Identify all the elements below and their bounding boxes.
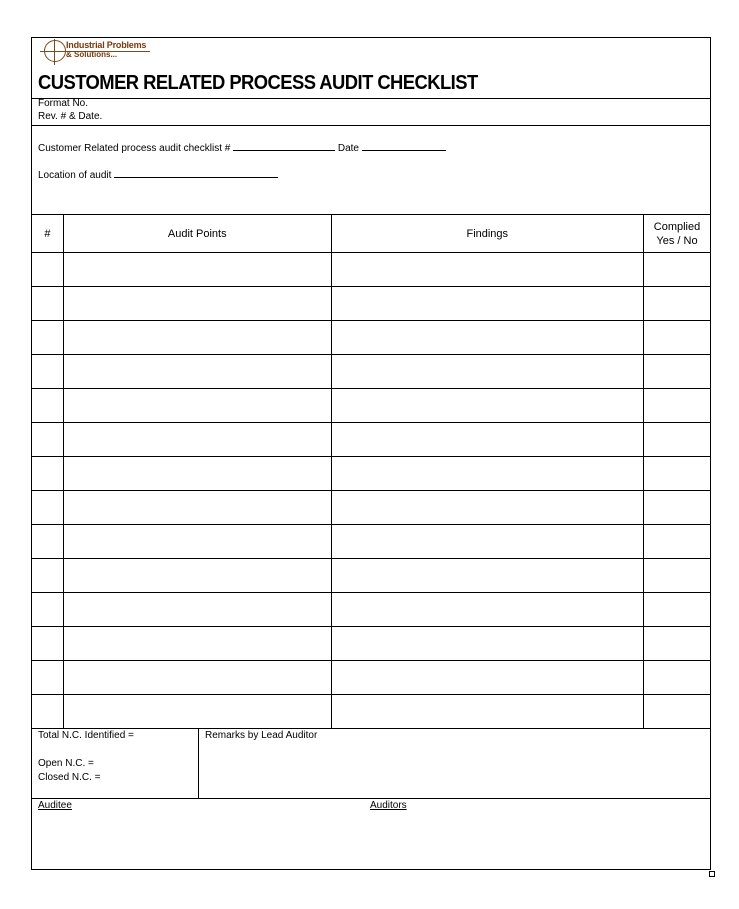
audit-table — [31, 214, 711, 729]
findings-cell[interactable] — [331, 253, 644, 287]
row-number-cell[interactable] — [32, 559, 64, 593]
table-row — [32, 423, 711, 457]
row-number-cell[interactable] — [32, 661, 64, 695]
findings-cell[interactable] — [331, 389, 644, 423]
date-label: Date — [337, 143, 359, 154]
date-field[interactable] — [362, 141, 446, 151]
table-row — [32, 491, 711, 525]
page-title: CUSTOMER RELATED PROCESS AUDIT CHECKLIST — [38, 72, 478, 94]
divider — [31, 798, 711, 799]
header-complied — [644, 215, 711, 253]
table-row — [32, 525, 711, 559]
complied-cell[interactable] — [644, 491, 711, 525]
row-number-cell[interactable] — [32, 457, 64, 491]
checklist-number-label: Customer Related process audit checklist # — [38, 143, 231, 154]
findings-cell[interactable] — [331, 423, 644, 457]
audit-point-cell[interactable] — [63, 559, 331, 593]
header-findings: Findings — [331, 215, 644, 253]
table-row — [32, 457, 711, 491]
table-row — [32, 661, 711, 695]
location-label: Location of audit — [38, 170, 112, 181]
complied-cell[interactable] — [644, 559, 711, 593]
row-number-cell[interactable] — [32, 627, 64, 661]
header-complied-line1: Complied — [653, 220, 701, 233]
findings-cell[interactable] — [331, 593, 644, 627]
location-field[interactable] — [114, 168, 278, 178]
location-row — [38, 168, 278, 181]
divider — [198, 728, 199, 799]
complied-cell[interactable] — [644, 321, 711, 355]
table-row — [32, 253, 711, 287]
row-number-cell[interactable] — [32, 355, 64, 389]
row-number-cell[interactable] — [32, 321, 64, 355]
complied-cell[interactable] — [644, 253, 711, 287]
table-row — [32, 355, 711, 389]
complied-cell[interactable] — [644, 661, 711, 695]
open-nc-label: Open N.C. = — [38, 758, 94, 769]
row-number-cell[interactable] — [32, 423, 64, 457]
findings-cell[interactable] — [331, 355, 644, 389]
audit-point-cell[interactable] — [63, 321, 331, 355]
audit-point-cell[interactable] — [63, 661, 331, 695]
audit-point-cell[interactable] — [63, 627, 331, 661]
complied-cell[interactable] — [644, 389, 711, 423]
table-row — [32, 287, 711, 321]
audit-point-cell[interactable] — [63, 457, 331, 491]
checklist-number-row — [38, 141, 446, 154]
audit-point-cell[interactable] — [63, 389, 331, 423]
findings-cell[interactable] — [331, 525, 644, 559]
logo-line-1: Industrial Problems — [66, 40, 147, 50]
rev-date-label: Rev. # & Date. — [38, 111, 103, 122]
findings-cell[interactable] — [331, 559, 644, 593]
auditee-label: Auditee — [38, 800, 72, 811]
row-number-cell[interactable] — [32, 525, 64, 559]
logo-line-2: & Solutions... — [66, 50, 118, 59]
table-row — [32, 695, 711, 729]
findings-cell[interactable] — [331, 491, 644, 525]
findings-cell[interactable] — [331, 661, 644, 695]
complied-cell[interactable] — [644, 355, 711, 389]
complied-cell[interactable] — [644, 525, 711, 559]
table-row — [32, 559, 711, 593]
header-audit-points: Audit Points — [63, 215, 331, 253]
audit-point-cell[interactable] — [63, 525, 331, 559]
header-complied-line2: Yes / No — [656, 234, 698, 247]
findings-cell[interactable] — [331, 695, 644, 729]
complied-cell[interactable] — [644, 287, 711, 321]
format-no-label: Format No. — [38, 98, 89, 109]
row-number-cell[interactable] — [32, 695, 64, 729]
closed-nc-label: Closed N.C. = — [38, 772, 101, 783]
complied-cell[interactable] — [644, 423, 711, 457]
table-header-row — [32, 215, 711, 253]
divider — [31, 98, 711, 99]
complied-cell[interactable] — [644, 627, 711, 661]
table-row — [32, 321, 711, 355]
audit-point-cell[interactable] — [63, 593, 331, 627]
company-logo — [40, 39, 160, 67]
audit-point-cell[interactable] — [63, 695, 331, 729]
checklist-number-field[interactable] — [233, 141, 335, 151]
findings-cell[interactable] — [331, 321, 644, 355]
row-number-cell[interactable] — [32, 491, 64, 525]
remarks-label: Remarks by Lead Auditor — [205, 730, 318, 741]
table-row — [32, 389, 711, 423]
row-number-cell[interactable] — [32, 253, 64, 287]
divider — [31, 125, 711, 126]
row-number-cell[interactable] — [32, 389, 64, 423]
findings-cell[interactable] — [331, 287, 644, 321]
total-nc-label: Total N.C. Identified = — [38, 730, 134, 741]
complied-cell[interactable] — [644, 695, 711, 729]
complied-cell[interactable] — [644, 593, 711, 627]
audit-point-cell[interactable] — [63, 491, 331, 525]
findings-cell[interactable] — [331, 627, 644, 661]
complied-cell[interactable] — [644, 457, 711, 491]
findings-cell[interactable] — [331, 457, 644, 491]
audit-point-cell[interactable] — [63, 253, 331, 287]
audit-point-cell[interactable] — [63, 423, 331, 457]
audit-point-cell[interactable] — [63, 287, 331, 321]
table-row — [32, 593, 711, 627]
resize-handle[interactable] — [709, 871, 715, 877]
table-row — [32, 627, 711, 661]
row-number-cell[interactable] — [32, 593, 64, 627]
header-number: # — [32, 215, 64, 253]
row-number-cell[interactable] — [32, 287, 64, 321]
audit-point-cell[interactable] — [63, 355, 331, 389]
auditors-label: Auditors — [370, 800, 407, 811]
